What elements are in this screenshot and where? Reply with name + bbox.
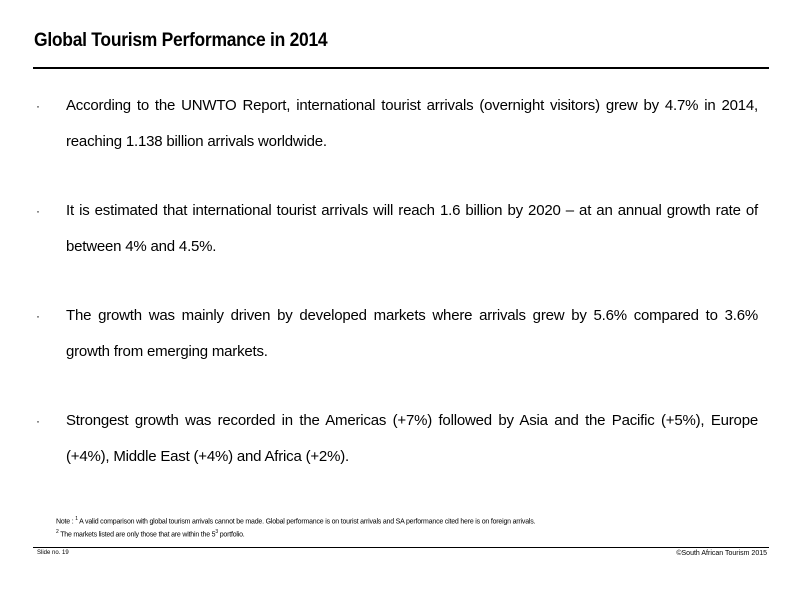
footnote-text: A valid comparison with global tourism arrivals cannot be made. Global performance is on tourist arrivals and SA performance cited here is on foreign arrivals. [77, 518, 536, 526]
footer-divider [33, 547, 769, 548]
bullet-marker: · [36, 414, 40, 428]
slide-number: Slide no. 19 [37, 550, 69, 556]
footnote-marker: 1 [75, 516, 78, 522]
footnote-text: The markets listed are only those that are within the 5 [58, 531, 216, 539]
title-divider [33, 67, 769, 69]
bullet-text: The growth was mainly driven by developed markets where arrivals grew by 5.6% compared to 3.6% growth from emerging markets. [66, 307, 758, 360]
footnote-marker: 2 [56, 529, 59, 536]
list-item [36, 97, 758, 202]
list-item [36, 412, 758, 517]
bullet-marker: · [36, 309, 40, 323]
bullet-text: Strongest growth was recorded in the Americas (+7%) followed by Asia and the Pacific (+5%), Europe (+4%), Middle East (+4%) and Africa (+2%). [66, 412, 758, 465]
bullet-list [36, 97, 758, 517]
bullet-text: According to the UNWTO Report, international tourist arrivals (overnight visitors) grew by 4.7% in 2014, reaching 1.138 billion arrivals worldwide. [66, 97, 758, 150]
bullet-marker: · [36, 204, 40, 218]
footnote-marker: 3 [215, 529, 218, 536]
footnote-prefix: Note : [56, 518, 76, 526]
copyright-notice: ©South African Tourism 2015 [676, 550, 767, 557]
list-item [36, 307, 758, 412]
list-item [36, 202, 758, 307]
bullet-marker: · [36, 99, 40, 113]
bullet-text: It is estimated that international tourist arrivals will reach 1.6 billion by 2020 – at an annual growth rate of between 4% and 4.5%. [66, 202, 758, 255]
footnote [56, 514, 756, 541]
footnote-line-1 [56, 514, 756, 527]
footnote-line-2 [56, 527, 756, 540]
footnote-text: portfolio. [217, 531, 245, 539]
slide-title: Global Tourism Performance in 2014 [34, 30, 328, 51]
